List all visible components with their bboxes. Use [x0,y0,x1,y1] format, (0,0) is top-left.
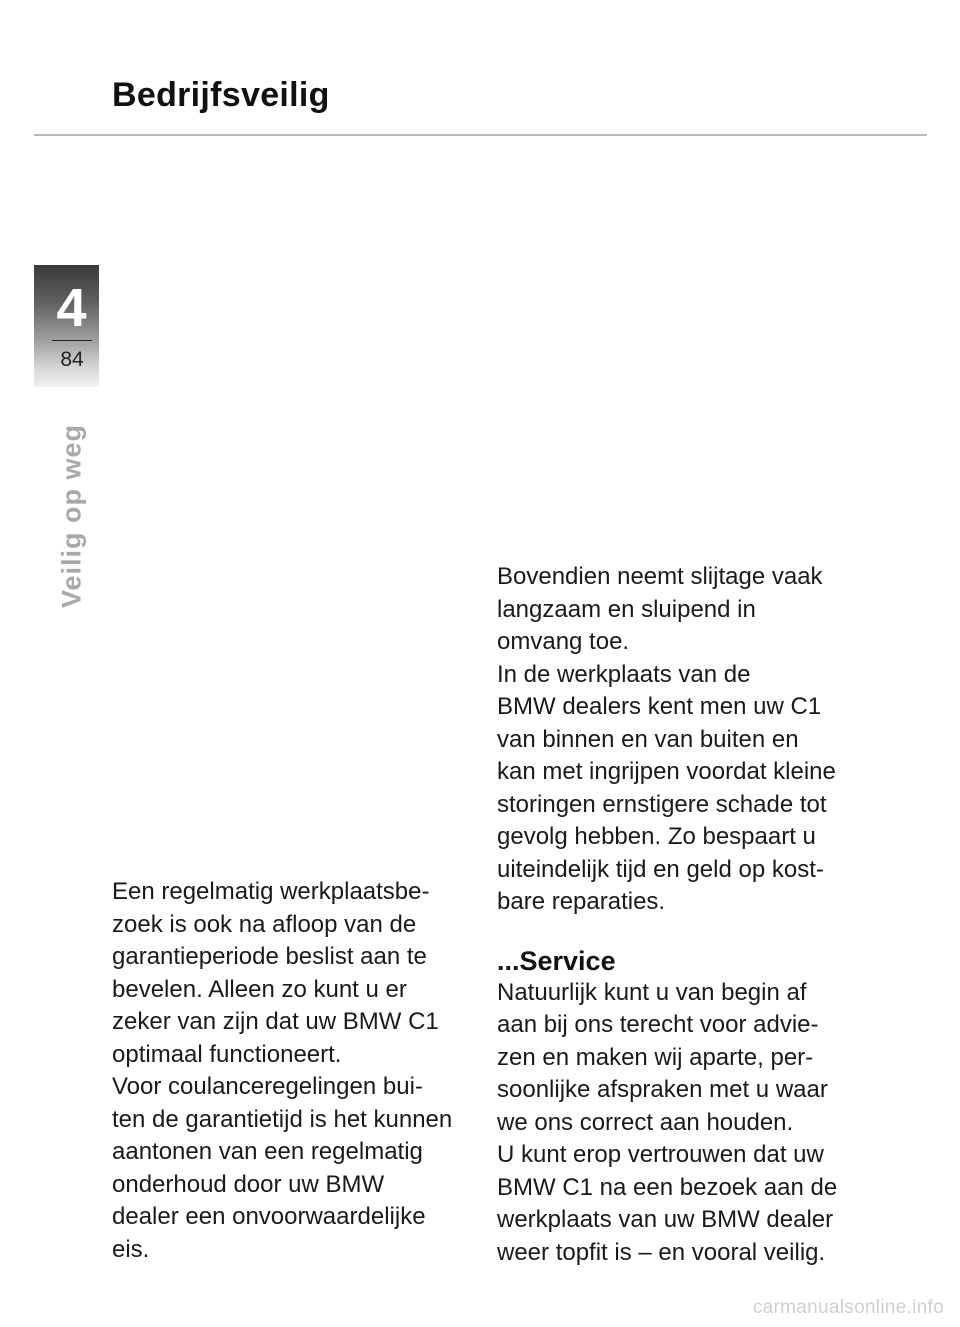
right-paragraph-2: In de werkplaats van de BMW dealers kent men uw C1 van binnen en van buiten en kan met ingrijpen voordat kleine storingen ernstigere schade tot gevolg hebben. Zo bespaart u uiteindelijk tijd en geld op kost- bare reparaties. [497,660,836,915]
left-column [112,876,482,1266]
chapter-divider [52,340,92,341]
chapter-number: 4 [56,278,87,338]
service-heading: ...Service [497,945,616,976]
watermark: carmanualsonline.info [752,1297,944,1318]
title-divider [34,134,927,136]
left-paragraph-2: Voor coulanceregelingen bui- ten de garantietijd is het kunnen aantonen van een regelmatig onderhoud door uw BMW dealer een onvoorwaardelijke eis. [112,1073,453,1263]
right-paragraph-1: Bovendien neemt slijtage vaak langzaam en sluipend in omvang toe. [497,563,823,655]
right-paragraph-4: U kunt erop vertrouwen dat uw BMW C1 na een bezoek aan de werkplaats van uw BMW dealer weer topfit is – en vooral veilig. [497,1141,838,1266]
right-column [497,561,877,1269]
left-paragraph-1: Een regelmatig werkplaatsbe- zoek is ook na afloop van de garantieperiode beslist aan te bevelen. Alleen zo kunt u er zeker van zijn dat uw BMW C1 optimaal functioneert. [112,878,439,1068]
section-side-label: Veilig op weg [56,423,87,609]
page-title: Bedrijfsveilig [112,76,330,114]
right-paragraph-3: Natuurlijk kunt u van begin af aan bij ons terecht voor advie- zen en maken wij aparte, per- soonlijke afspraken met u waar we ons correct aan houden. [497,978,828,1136]
page-number: 84 [60,348,84,371]
